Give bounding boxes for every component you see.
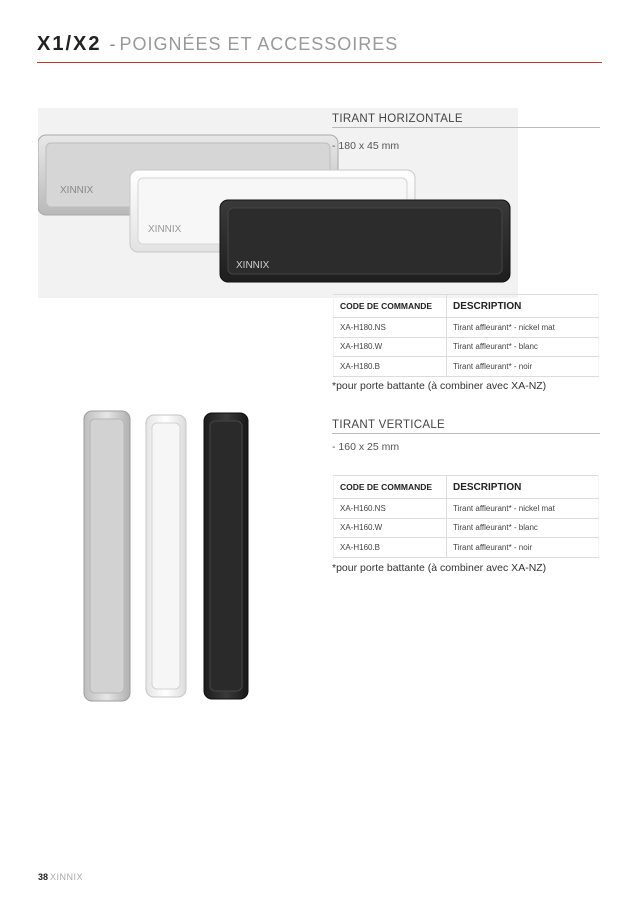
logo-white: XINNIX: [148, 224, 182, 235]
page-header: [37, 33, 602, 63]
cell-code: XA-H180.NS: [334, 318, 447, 338]
cell-description: Tirant affleurant* - noir: [447, 357, 599, 377]
footer-brand: XINNIX: [50, 872, 84, 882]
header-brand: X1/X2: [37, 33, 102, 55]
section-h-title: TIRANT HORIZONTALE: [332, 113, 463, 125]
cell-code: XA-H180.W: [334, 337, 447, 357]
page-footer: [38, 872, 83, 882]
page-number: 38: [38, 872, 49, 882]
col-header-code: CODE DE COMMANDE: [334, 295, 447, 318]
horizontal-handles-image: [38, 108, 518, 298]
cell-description: Tirant affleurant* - noir: [447, 538, 599, 558]
logo-black: XINNIX: [236, 260, 270, 271]
header-separator: -: [109, 34, 116, 54]
section-v-title: TIRANT VERTICALE: [332, 419, 446, 431]
section-h-note: *pour porte battante (à combiner avec XA-NZ): [332, 380, 547, 392]
col-header-description: DESCRIPTION: [447, 295, 599, 318]
section-h-rule: [332, 127, 600, 128]
col-header-description: DESCRIPTION: [447, 476, 599, 499]
cell-code: XA-H160.W: [334, 518, 447, 538]
section-h-dimension: - 180 x 45 mm: [332, 140, 400, 152]
header-rule: [37, 62, 602, 63]
table-row: [334, 518, 599, 538]
cell-code: XA-H180.B: [334, 357, 447, 377]
section-v-table: [333, 475, 599, 558]
section-h-table: [333, 294, 599, 377]
table-row: [334, 357, 599, 377]
cell-description: Tirant affleurant* - blanc: [447, 518, 599, 538]
col-header-code: CODE DE COMMANDE: [334, 476, 447, 499]
table-row: [334, 337, 599, 357]
cell-description: Tirant affleurant* - blanc: [447, 337, 599, 357]
cell-code: XA-H160.B: [334, 538, 447, 558]
section-v-rule: [332, 433, 600, 434]
cell-description: Tirant affleurant* - nickel mat: [447, 318, 599, 338]
vertical-handles-image: [70, 383, 290, 708]
table-header-row: [334, 295, 599, 318]
table-row: [334, 538, 599, 558]
logo-nickel: XINNIX: [60, 185, 94, 196]
table-row: [334, 318, 599, 338]
cell-code: XA-H160.NS: [334, 499, 447, 519]
section-v-note: *pour porte battante (à combiner avec XA-NZ): [332, 562, 547, 574]
section-v-dimension: - 160 x 25 mm: [332, 441, 400, 453]
header-title: POIGNÉES ET ACCESSOIRES: [119, 34, 399, 54]
table-header-row: [334, 476, 599, 499]
table-row: [334, 499, 599, 519]
cell-description: Tirant affleurant* - nickel mat: [447, 499, 599, 519]
